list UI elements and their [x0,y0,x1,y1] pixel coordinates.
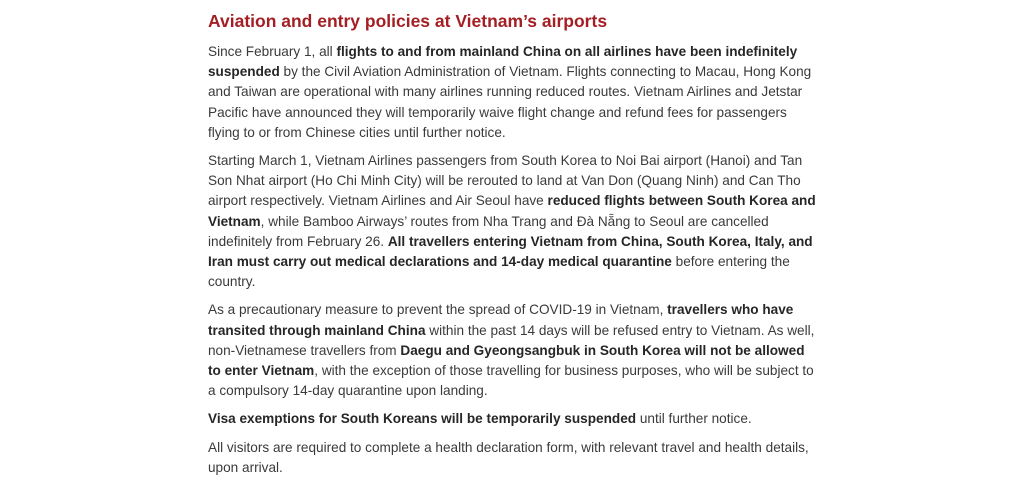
bold-segment: travellers who have transited through mainland China [208,302,794,338]
text-segment: Starting March 1, Vietnam Airlines passengers from South Korea to Noi Bai airport (Hanoi) and Tan Son Nhat airport (Ho Chi Minh City) will be rerouted to land at Van Don (Quang Ninh) and Can Tho airport respectively. Vietnam Airlines and Air Seoul have [208,153,803,209]
bold-segment: Visa exemptions for South Koreans will be temporarily suspended [208,411,637,427]
text-segment: within the past 14 days will be refused entry to Vietnam. As well, non-Vietnamese travellers from [208,322,815,358]
text-segment: As a precautionary measure to prevent the spread of COVID-19 in Vietnam, [208,302,668,318]
section-heading: Aviation and entry policies at Vietnam’s airports [208,11,608,31]
bold-segment: Daegu and Gyeongsangbuk in South Korea will not be allowed to enter Vietnam [208,342,805,379]
paragraph-china-flights [208,42,820,143]
text-segment: until further notice. [636,411,752,427]
text-segment: , while Bamboo Airways’ routes from Nha Trang and Đà Nẵng to Seoul are cancelled indefinitely from February 26. [208,213,769,249]
paragraph-south-korea-flights [208,151,820,292]
paragraph-visa-exemptions [208,409,820,429]
paragraph-entry-restrictions [208,300,820,401]
text-segment: All visitors are required to complete a health declaration form, with relevant travel and health details, upon arrival. [208,439,809,475]
article-body [208,8,820,486]
text-segment: Since February 1, all [208,44,337,59]
paragraph-health-declaration [208,438,820,478]
bold-segment: flights to and from mainland China on all airlines have been indefinitely suspended [208,44,798,80]
bold-segment: All travellers entering Vietnam from China, South Korea, Italy, and Iran must carry out medical declarations and 14-day medical quarantine [208,233,813,270]
text-segment: by the Civil Aviation Administration of Vietnam. Flights connecting to Macau, Hong Kong and Taiwan are operational with many airlines running reduced routes. Vietnam Airlines and Jetstar Pacific have announced they will temporarily waive flight change and refund fees for passengers flying to or from Chinese cities until further notice. [208,64,812,140]
bold-segment: reduced flights between South Korea and Vietnam [208,193,816,229]
text-segment: before entering the country. [208,254,790,290]
text-segment: , with the exception of those travelling for business purposes, who will be subject to a compulsory 14-day quarantine upon landing. [208,363,814,399]
